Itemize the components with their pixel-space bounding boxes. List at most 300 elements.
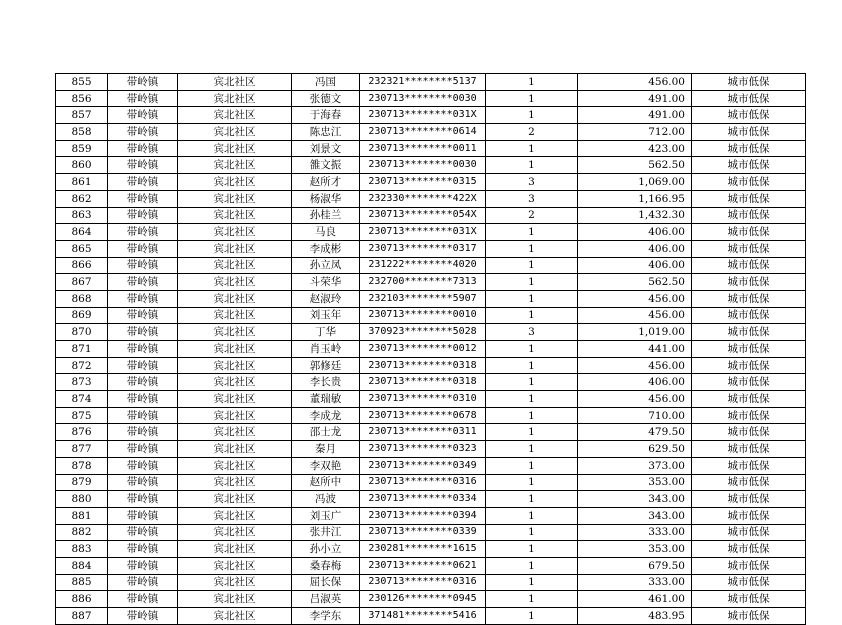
assistance-type-cell: 城市低保 (692, 107, 806, 124)
id-number-cell: 230713********0012 (360, 341, 486, 358)
person-name-cell: 于海春 (292, 107, 360, 124)
id-number-cell: 230713********0317 (360, 240, 486, 257)
town-cell: 带岭镇 (108, 474, 178, 491)
id-number-cell: 230713********0316 (360, 574, 486, 591)
community-cell: 宾北社区 (178, 357, 292, 374)
row-number-cell: 884 (56, 557, 108, 574)
household-count-cell: 1 (486, 224, 578, 241)
community-cell: 宾北社区 (178, 124, 292, 141)
community-cell: 宾北社区 (178, 424, 292, 441)
community-cell: 宾北社区 (178, 491, 292, 508)
table-row (56, 274, 806, 291)
town-cell: 带岭镇 (108, 424, 178, 441)
community-cell: 宾北社区 (178, 157, 292, 174)
table-row (56, 90, 806, 107)
town-cell: 带岭镇 (108, 274, 178, 291)
town-cell: 带岭镇 (108, 541, 178, 558)
table-row (56, 608, 806, 625)
row-number-cell: 865 (56, 240, 108, 257)
town-cell: 带岭镇 (108, 374, 178, 391)
id-number-cell: 230713********0318 (360, 374, 486, 391)
town-cell: 带岭镇 (108, 491, 178, 508)
id-number-cell: 230713********0349 (360, 457, 486, 474)
assistance-type-cell: 城市低保 (692, 90, 806, 107)
id-number-cell: 230713********0318 (360, 357, 486, 374)
town-cell: 带岭镇 (108, 207, 178, 224)
assistance-type-cell: 城市低保 (692, 324, 806, 341)
id-number-cell: 232321********5137 (360, 74, 486, 91)
household-count-cell: 1 (486, 374, 578, 391)
town-cell: 带岭镇 (108, 524, 178, 541)
id-number-cell: 230713********0678 (360, 407, 486, 424)
community-cell: 宾北社区 (178, 274, 292, 291)
community-cell: 宾北社区 (178, 591, 292, 608)
assistance-type-cell: 城市低保 (692, 541, 806, 558)
assistance-type-cell: 城市低保 (692, 441, 806, 458)
row-number-cell: 866 (56, 257, 108, 274)
household-count-cell: 1 (486, 391, 578, 408)
id-number-cell: 230713********054X (360, 207, 486, 224)
town-cell: 带岭镇 (108, 224, 178, 241)
amount-cell: 333.00 (578, 574, 692, 591)
household-count-cell: 2 (486, 207, 578, 224)
amount-cell: 483.95 (578, 608, 692, 625)
id-number-cell: 230713********0323 (360, 441, 486, 458)
household-count-cell: 1 (486, 491, 578, 508)
assistance-type-cell: 城市低保 (692, 574, 806, 591)
assistance-type-cell: 城市低保 (692, 207, 806, 224)
town-cell: 带岭镇 (108, 574, 178, 591)
table-row (56, 290, 806, 307)
town-cell: 带岭镇 (108, 591, 178, 608)
town-cell: 带岭镇 (108, 507, 178, 524)
amount-cell: 629.50 (578, 441, 692, 458)
id-number-cell: 230713********0339 (360, 524, 486, 541)
town-cell: 带岭镇 (108, 257, 178, 274)
household-count-cell: 1 (486, 157, 578, 174)
row-number-cell: 868 (56, 290, 108, 307)
amount-cell: 456.00 (578, 290, 692, 307)
amount-cell: 333.00 (578, 524, 692, 541)
community-cell: 宾北社区 (178, 257, 292, 274)
table-row (56, 107, 806, 124)
community-cell: 宾北社区 (178, 608, 292, 625)
person-name-cell: 马良 (292, 224, 360, 241)
household-count-cell: 3 (486, 190, 578, 207)
town-cell: 带岭镇 (108, 240, 178, 257)
town-cell: 带岭镇 (108, 557, 178, 574)
amount-cell: 406.00 (578, 257, 692, 274)
town-cell: 带岭镇 (108, 107, 178, 124)
town-cell: 带岭镇 (108, 391, 178, 408)
household-count-cell: 1 (486, 357, 578, 374)
person-name-cell: 李成彬 (292, 240, 360, 257)
community-cell: 宾北社区 (178, 324, 292, 341)
community-cell: 宾北社区 (178, 140, 292, 157)
person-name-cell: 肖玉岭 (292, 341, 360, 358)
assistance-type-cell: 城市低保 (692, 157, 806, 174)
table-row (56, 541, 806, 558)
row-number-cell: 887 (56, 608, 108, 625)
person-name-cell: 秦月 (292, 441, 360, 458)
community-cell: 宾北社区 (178, 474, 292, 491)
assistance-type-cell: 城市低保 (692, 608, 806, 625)
assistance-type-cell: 城市低保 (692, 424, 806, 441)
person-name-cell: 李双艳 (292, 457, 360, 474)
assistance-type-cell: 城市低保 (692, 557, 806, 574)
community-cell: 宾北社区 (178, 240, 292, 257)
community-cell: 宾北社区 (178, 74, 292, 91)
amount-cell: 406.00 (578, 224, 692, 241)
row-number-cell: 859 (56, 140, 108, 157)
table-row (56, 457, 806, 474)
community-cell: 宾北社区 (178, 224, 292, 241)
person-name-cell: 李长贵 (292, 374, 360, 391)
community-cell: 宾北社区 (178, 441, 292, 458)
amount-cell: 456.00 (578, 391, 692, 408)
table-row (56, 174, 806, 191)
person-name-cell: 陈忠江 (292, 124, 360, 141)
community-cell: 宾北社区 (178, 457, 292, 474)
household-count-cell: 1 (486, 474, 578, 491)
row-number-cell: 864 (56, 224, 108, 241)
amount-cell: 479.50 (578, 424, 692, 441)
person-name-cell: 冯波 (292, 491, 360, 508)
assistance-type-cell: 城市低保 (692, 274, 806, 291)
person-name-cell: 屈长保 (292, 574, 360, 591)
assistance-type-cell: 城市低保 (692, 240, 806, 257)
row-number-cell: 872 (56, 357, 108, 374)
town-cell: 带岭镇 (108, 324, 178, 341)
table-row (56, 224, 806, 241)
household-count-cell: 1 (486, 608, 578, 625)
town-cell: 带岭镇 (108, 457, 178, 474)
community-cell: 宾北社区 (178, 307, 292, 324)
row-number-cell: 880 (56, 491, 108, 508)
person-name-cell: 丁华 (292, 324, 360, 341)
row-number-cell: 879 (56, 474, 108, 491)
assistance-type-cell: 城市低保 (692, 491, 806, 508)
town-cell: 带岭镇 (108, 407, 178, 424)
assistance-type-cell: 城市低保 (692, 124, 806, 141)
row-number-cell: 874 (56, 391, 108, 408)
amount-cell: 461.00 (578, 591, 692, 608)
row-number-cell: 878 (56, 457, 108, 474)
row-number-cell: 873 (56, 374, 108, 391)
table-row (56, 474, 806, 491)
person-name-cell: 斗荣华 (292, 274, 360, 291)
person-name-cell: 刘景文 (292, 140, 360, 157)
id-number-cell: 230713********0311 (360, 424, 486, 441)
person-name-cell: 李成龙 (292, 407, 360, 424)
id-number-cell: 230281********1615 (360, 541, 486, 558)
household-count-cell: 1 (486, 524, 578, 541)
household-count-cell: 2 (486, 124, 578, 141)
assistance-type-cell: 城市低保 (692, 407, 806, 424)
town-cell: 带岭镇 (108, 307, 178, 324)
id-number-cell: 230713********0614 (360, 124, 486, 141)
assistance-type-cell: 城市低保 (692, 341, 806, 358)
amount-cell: 491.00 (578, 107, 692, 124)
table-row (56, 124, 806, 141)
assistance-type-cell: 城市低保 (692, 224, 806, 241)
id-number-cell: 370923********5028 (360, 324, 486, 341)
town-cell: 带岭镇 (108, 157, 178, 174)
assistance-type-cell: 城市低保 (692, 257, 806, 274)
amount-cell: 679.50 (578, 557, 692, 574)
assistance-type-cell: 城市低保 (692, 140, 806, 157)
household-count-cell: 1 (486, 591, 578, 608)
table-row (56, 140, 806, 157)
id-number-cell: 230713********0030 (360, 90, 486, 107)
table-row (56, 557, 806, 574)
household-count-cell: 1 (486, 541, 578, 558)
table-body (56, 74, 806, 625)
id-number-cell: 230713********0030 (360, 157, 486, 174)
table-row (56, 574, 806, 591)
community-cell: 宾北社区 (178, 541, 292, 558)
person-name-cell: 吕淑英 (292, 591, 360, 608)
person-name-cell: 赵淑玲 (292, 290, 360, 307)
amount-cell: 456.00 (578, 357, 692, 374)
amount-cell: 1,069.00 (578, 174, 692, 191)
amount-cell: 562.50 (578, 157, 692, 174)
person-name-cell: 邵士龙 (292, 424, 360, 441)
table-row (56, 324, 806, 341)
household-count-cell: 1 (486, 274, 578, 291)
table-row (56, 491, 806, 508)
assistance-type-cell: 城市低保 (692, 457, 806, 474)
row-number-cell: 862 (56, 190, 108, 207)
town-cell: 带岭镇 (108, 124, 178, 141)
assistance-type-cell: 城市低保 (692, 474, 806, 491)
person-name-cell: 孙小立 (292, 541, 360, 558)
table-row (56, 357, 806, 374)
id-number-cell: 232700********7313 (360, 274, 486, 291)
household-count-cell: 1 (486, 557, 578, 574)
amount-cell: 343.00 (578, 491, 692, 508)
household-count-cell: 1 (486, 107, 578, 124)
household-count-cell: 1 (486, 90, 578, 107)
person-name-cell: 孙桂兰 (292, 207, 360, 224)
town-cell: 带岭镇 (108, 90, 178, 107)
assistance-type-cell: 城市低保 (692, 307, 806, 324)
row-number-cell: 860 (56, 157, 108, 174)
household-count-cell: 1 (486, 290, 578, 307)
household-count-cell: 1 (486, 574, 578, 591)
id-number-cell: 230713********0011 (360, 140, 486, 157)
amount-cell: 406.00 (578, 374, 692, 391)
household-count-cell: 3 (486, 324, 578, 341)
amount-cell: 1,019.00 (578, 324, 692, 341)
row-number-cell: 883 (56, 541, 108, 558)
assistance-type-cell: 城市低保 (692, 374, 806, 391)
row-number-cell: 875 (56, 407, 108, 424)
table-row (56, 507, 806, 524)
town-cell: 带岭镇 (108, 608, 178, 625)
person-name-cell: 刘玉广 (292, 507, 360, 524)
person-name-cell: 孙立凤 (292, 257, 360, 274)
amount-cell: 1,166.95 (578, 190, 692, 207)
amount-cell: 712.00 (578, 124, 692, 141)
id-number-cell: 230713********0334 (360, 491, 486, 508)
row-number-cell: 855 (56, 74, 108, 91)
table-row (56, 524, 806, 541)
person-name-cell: 郭修廷 (292, 357, 360, 374)
community-cell: 宾北社区 (178, 524, 292, 541)
amount-cell: 343.00 (578, 507, 692, 524)
row-number-cell: 871 (56, 341, 108, 358)
row-number-cell: 877 (56, 441, 108, 458)
person-name-cell: 冯国 (292, 74, 360, 91)
amount-cell: 491.00 (578, 90, 692, 107)
amount-cell: 441.00 (578, 341, 692, 358)
table-row (56, 240, 806, 257)
community-cell: 宾北社区 (178, 507, 292, 524)
town-cell: 带岭镇 (108, 341, 178, 358)
household-count-cell: 1 (486, 74, 578, 91)
town-cell: 带岭镇 (108, 174, 178, 191)
household-count-cell: 1 (486, 307, 578, 324)
table-row (56, 207, 806, 224)
table-row (56, 157, 806, 174)
assistance-type-cell: 城市低保 (692, 591, 806, 608)
row-number-cell: 861 (56, 174, 108, 191)
row-number-cell: 856 (56, 90, 108, 107)
assistance-type-cell: 城市低保 (692, 524, 806, 541)
person-name-cell: 张德文 (292, 90, 360, 107)
household-count-cell: 1 (486, 407, 578, 424)
id-number-cell: 230126********0945 (360, 591, 486, 608)
assistance-type-cell: 城市低保 (692, 357, 806, 374)
community-cell: 宾北社区 (178, 391, 292, 408)
row-number-cell: 876 (56, 424, 108, 441)
person-name-cell: 李学东 (292, 608, 360, 625)
community-cell: 宾北社区 (178, 107, 292, 124)
person-name-cell: 赵所中 (292, 474, 360, 491)
id-number-cell: 232103********5907 (360, 290, 486, 307)
table-row (56, 424, 806, 441)
amount-cell: 406.00 (578, 240, 692, 257)
id-number-cell: 232330********422X (360, 190, 486, 207)
id-number-cell: 230713********031X (360, 224, 486, 241)
community-cell: 宾北社区 (178, 290, 292, 307)
table-row (56, 74, 806, 91)
person-name-cell: 桑春梅 (292, 557, 360, 574)
amount-cell: 373.00 (578, 457, 692, 474)
assistance-type-cell: 城市低保 (692, 391, 806, 408)
table-row (56, 190, 806, 207)
table-row (56, 257, 806, 274)
town-cell: 带岭镇 (108, 357, 178, 374)
amount-cell: 456.00 (578, 307, 692, 324)
town-cell: 带岭镇 (108, 140, 178, 157)
id-number-cell: 230713********0315 (360, 174, 486, 191)
row-number-cell: 863 (56, 207, 108, 224)
row-number-cell: 882 (56, 524, 108, 541)
household-count-cell: 1 (486, 341, 578, 358)
assistance-type-cell: 城市低保 (692, 507, 806, 524)
table-row (56, 591, 806, 608)
assistance-type-cell: 城市低保 (692, 290, 806, 307)
community-cell: 宾北社区 (178, 174, 292, 191)
table-row (56, 341, 806, 358)
person-name-cell: 雒文振 (292, 157, 360, 174)
person-name-cell: 赵所才 (292, 174, 360, 191)
town-cell: 带岭镇 (108, 190, 178, 207)
amount-cell: 353.00 (578, 474, 692, 491)
id-number-cell: 230713********0310 (360, 391, 486, 408)
person-name-cell: 张井江 (292, 524, 360, 541)
community-cell: 宾北社区 (178, 190, 292, 207)
household-count-cell: 1 (486, 424, 578, 441)
row-number-cell: 869 (56, 307, 108, 324)
community-cell: 宾北社区 (178, 341, 292, 358)
household-count-cell: 1 (486, 507, 578, 524)
community-cell: 宾北社区 (178, 90, 292, 107)
community-cell: 宾北社区 (178, 574, 292, 591)
table-row (56, 391, 806, 408)
id-number-cell: 230713********0010 (360, 307, 486, 324)
household-count-cell: 3 (486, 174, 578, 191)
id-number-cell: 230713********0316 (360, 474, 486, 491)
household-count-cell: 1 (486, 457, 578, 474)
person-name-cell: 刘玉年 (292, 307, 360, 324)
id-number-cell: 371481********5416 (360, 608, 486, 625)
community-cell: 宾北社区 (178, 374, 292, 391)
community-cell: 宾北社区 (178, 207, 292, 224)
household-count-cell: 1 (486, 257, 578, 274)
table-row (56, 407, 806, 424)
town-cell: 带岭镇 (108, 290, 178, 307)
row-number-cell: 870 (56, 324, 108, 341)
table-row (56, 307, 806, 324)
row-number-cell: 867 (56, 274, 108, 291)
amount-cell: 423.00 (578, 140, 692, 157)
community-cell: 宾北社区 (178, 407, 292, 424)
amount-cell: 562.50 (578, 274, 692, 291)
spreadsheet-page (55, 73, 806, 625)
table-row (56, 441, 806, 458)
welfare-table (55, 73, 806, 625)
community-cell: 宾北社区 (178, 557, 292, 574)
id-number-cell: 230713********0621 (360, 557, 486, 574)
assistance-type-cell: 城市低保 (692, 74, 806, 91)
amount-cell: 1,432.30 (578, 207, 692, 224)
row-number-cell: 881 (56, 507, 108, 524)
row-number-cell: 885 (56, 574, 108, 591)
town-cell: 带岭镇 (108, 74, 178, 91)
household-count-cell: 1 (486, 240, 578, 257)
assistance-type-cell: 城市低保 (692, 190, 806, 207)
household-count-cell: 1 (486, 140, 578, 157)
amount-cell: 710.00 (578, 407, 692, 424)
row-number-cell: 857 (56, 107, 108, 124)
amount-cell: 456.00 (578, 74, 692, 91)
assistance-type-cell: 城市低保 (692, 174, 806, 191)
household-count-cell: 1 (486, 441, 578, 458)
amount-cell: 353.00 (578, 541, 692, 558)
id-number-cell: 230713********0394 (360, 507, 486, 524)
row-number-cell: 886 (56, 591, 108, 608)
town-cell: 带岭镇 (108, 441, 178, 458)
table-row (56, 374, 806, 391)
person-name-cell: 董瑞敏 (292, 391, 360, 408)
row-number-cell: 858 (56, 124, 108, 141)
id-number-cell: 231222********4020 (360, 257, 486, 274)
id-number-cell: 230713********031X (360, 107, 486, 124)
person-name-cell: 杨淑华 (292, 190, 360, 207)
